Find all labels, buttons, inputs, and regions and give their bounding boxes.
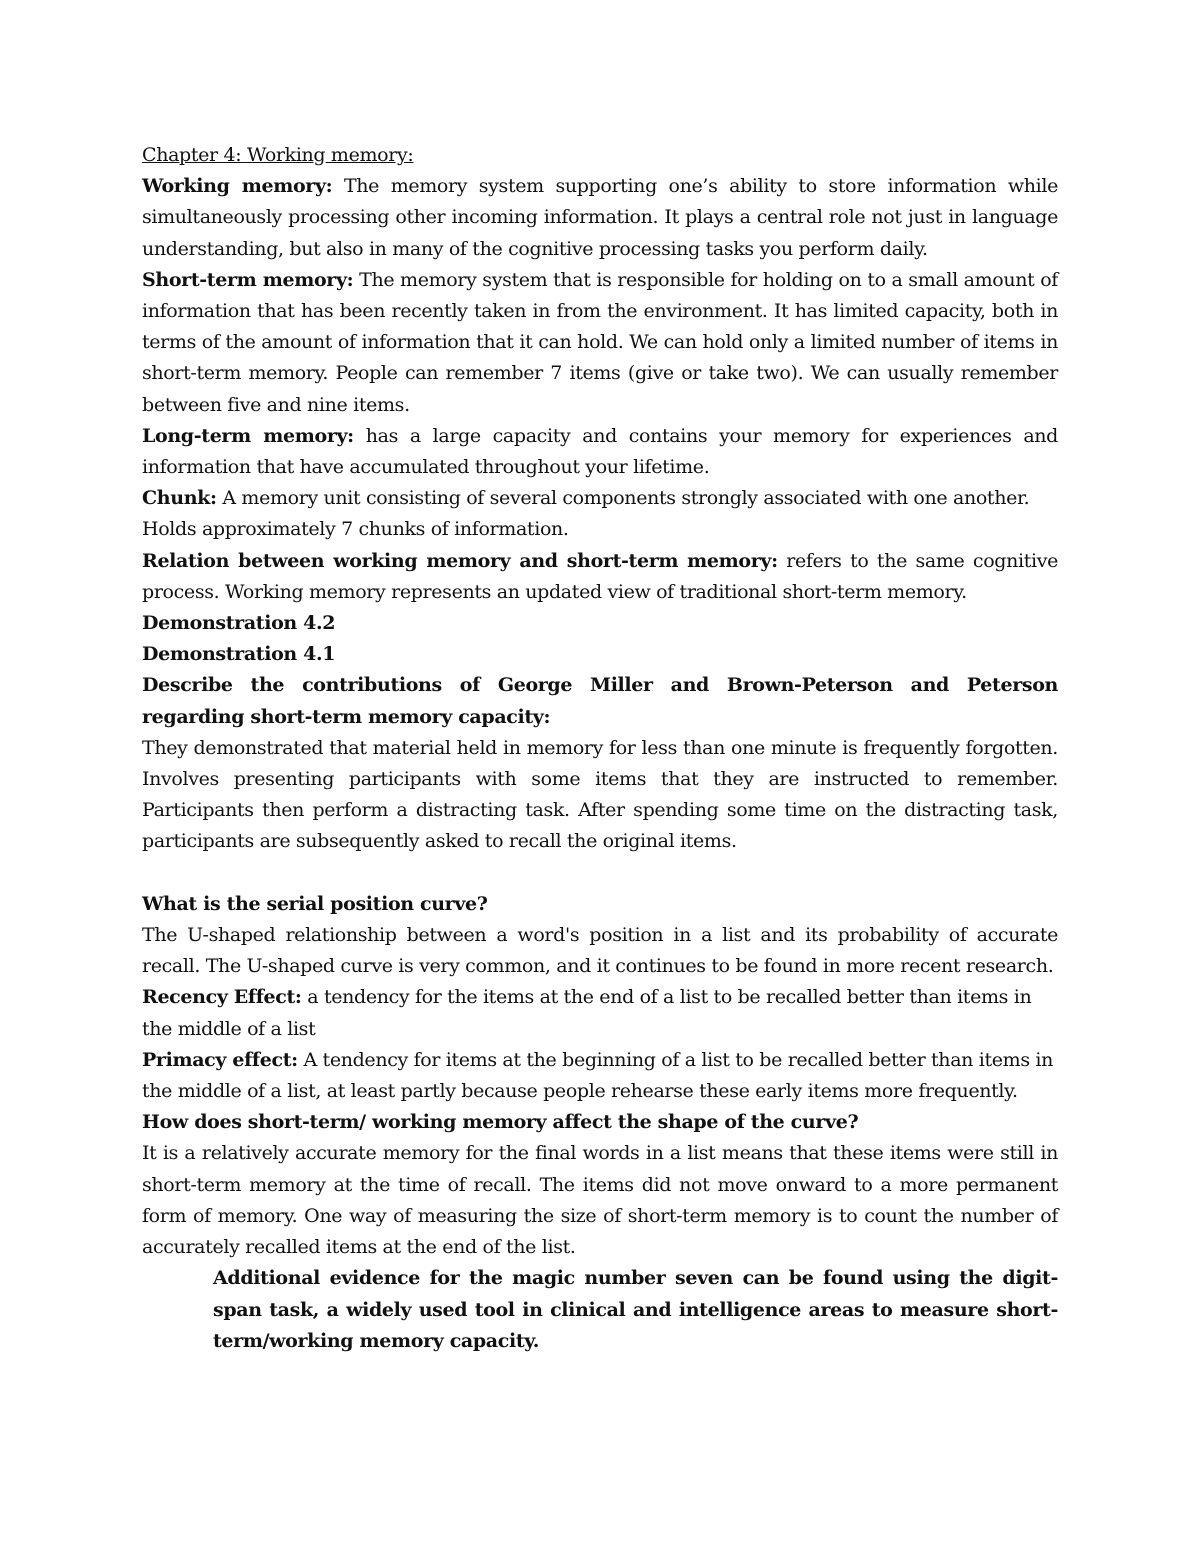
demonstration-4-2: Demonstration 4.2: [142, 612, 336, 635]
term-long-term-memory: Long-term memory:: [142, 424, 354, 447]
question-serial-position: What is the serial position curve?: [142, 892, 488, 915]
term-short-term-memory: Short-term memory:: [142, 268, 354, 291]
definition-text: has a large capacity and contains your memory for experiences and information that have accumulated throughout your lifetime.: [142, 424, 1059, 479]
term-chunk: Chunk:: [142, 487, 217, 510]
definition-long-term-memory: [142, 421, 1058, 483]
definition-text: A memory unit consisting of several components strongly associated with one another. Holds approximately 7 chunks of information.: [142, 487, 1030, 541]
definition-working-memory: [142, 171, 1058, 265]
answer-serial-position: The U-shaped relationship between a word's position in a list and its probability of accurate recall. The U-shaped curve is very common, and it continues to be found in more recent research.: [142, 924, 1058, 978]
definition-text: a tendency for the items at the end of a list to be recalled better than items in the middle of a list: [142, 986, 1032, 1040]
answer-curve-shape: It is a relatively accurate memory for the final words in a list means that these items were still in short-term memory at the time of recall. The items did not move onward to a more permanent form of memory. One way of measuring the size of short-term memory is to count the number of accurately recalled items at the end of the list.: [142, 1142, 1058, 1259]
definition-chunk: [142, 483, 1058, 545]
question-curve-shape: How does short-term/ working memory affect the shape of the curve?: [142, 1111, 859, 1134]
definition-text: A tendency for items at the beginning of a list to be recalled better than items in the middle of a list, at least partly because people rehearse these early items more frequently.: [142, 1048, 1054, 1103]
definition-text: refers to the same cognitive process. Working memory represents an updated view of traditional short-term memory.: [142, 549, 1058, 603]
definition-text: The memory system supporting one’s ability to store information while simultaneously processing other incoming information. It plays a central role not just in language understanding, but also in many of the cognitive processing tasks you perform daily.: [142, 175, 1058, 260]
document-page: [142, 140, 1058, 1357]
term-recency-effect: Recency Effect:: [142, 986, 302, 1009]
demonstration-4-1: Demonstration 4.1: [142, 643, 336, 666]
definition-recency-effect: [142, 982, 1058, 1044]
blank-line: [142, 858, 1058, 889]
definition-primacy-effect: [142, 1045, 1058, 1107]
definition-short-term-memory: [142, 265, 1058, 421]
term-primacy-effect: Primacy effect:: [142, 1048, 298, 1071]
digit-span-note: Additional evidence for the magic number seven can be found using the digit-span task, a widely used tool in clinical and intelligence areas to measure short-term/working memory capacity.: [213, 1267, 1058, 1352]
answer-contributions: They demonstrated that material held in memory for less than one minute is frequently forgotten. Involves presenting participants with some items that they are instructed to remember. Participants then perform a distracting task. After spending some time on the distracting task, participants are subsequently asked to recall the original items.: [142, 736, 1058, 853]
definition-text: The memory system that is responsible for holding on to a small amount of information that has been recently taken in from the environment. It has limited capacity, both in terms of the amount of information that it can hold. We can hold only a limited number of items in short-term memory. People can remember 7 items (give or take two). We can usually remember between five and nine items.: [142, 268, 1058, 416]
chapter-heading: [142, 140, 1058, 171]
definition-relation: [142, 546, 1058, 608]
question-contributions: Describe the contributions of George Miller and Brown-Peterson and Peterson regarding short-term memory capacity:: [142, 674, 1058, 728]
term-relation: Relation between working memory and short-term memory:: [142, 549, 778, 572]
chapter-title: Chapter 4: Working memory:: [142, 144, 414, 166]
term-working-memory: Working memory:: [142, 175, 333, 198]
